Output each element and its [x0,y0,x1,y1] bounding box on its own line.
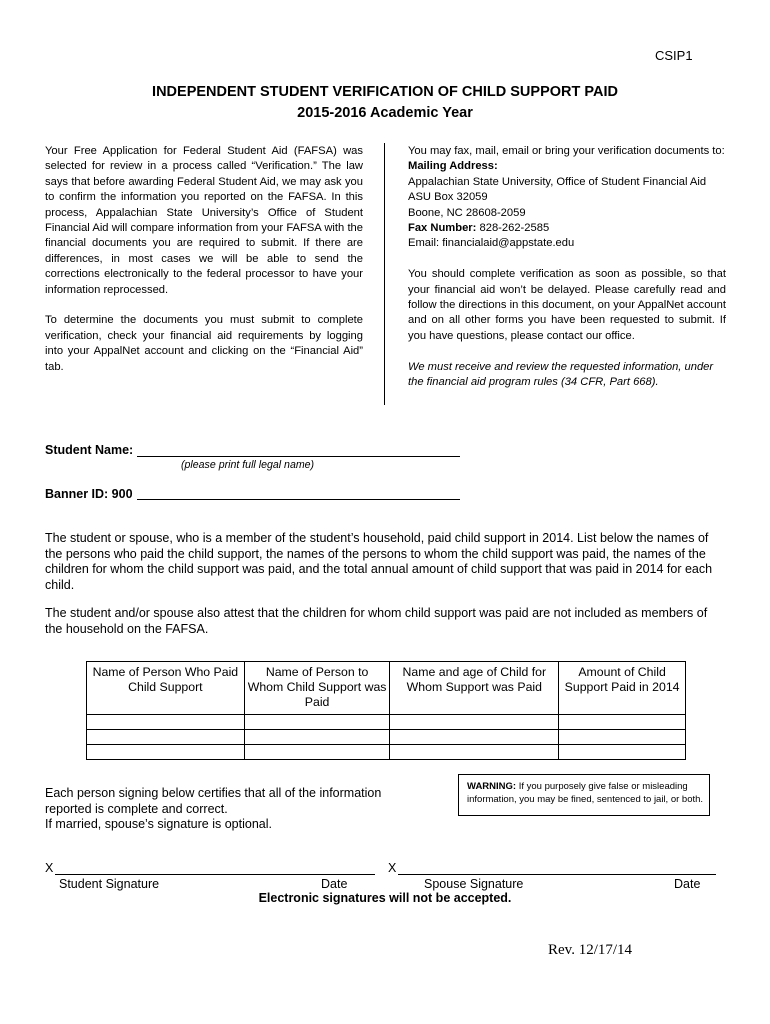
fax-label: Fax Number: [408,222,477,235]
verification-intro: Your Free Application for Federal Student Aid (FAFSA) was selected for review in a process called “Verification.” The law says that before awarding Federal Student Aid, we may ask you to confirm the information you reported on the FAFSA. In this process, Appalachian State University’s Office of Student Financial Aid will compare information from your FAFSA with the financial documents you are required to submit. If there are differences, in most cases we will be able to send the corrections electronically to the federal processor to have your information reprocessed. [45,145,363,296]
academic-year: 2015-2016 Academic Year [297,105,473,121]
mailing-address-label: Mailing Address: [408,160,498,173]
col-header-payer: Name of Person Who Paid Child Support [87,662,245,715]
table-cell[interactable] [87,715,245,730]
student-date-label: Date [321,877,348,891]
table-cell[interactable] [87,730,245,745]
table-cell[interactable] [244,745,390,760]
banner-id-field[interactable] [137,484,460,500]
submission-intro: You may fax, mail, email or bring your verification documents to: [408,145,725,157]
table-header-row [87,662,686,715]
table-row [87,730,686,745]
table-cell[interactable] [559,745,686,760]
student-signature-label: Student Signature [59,877,160,891]
address-line: ASU Box 32059 [408,191,488,204]
col-header-payee: Name of Person to Whom Child Support was Paid [244,662,390,715]
certification-line: Each person signing below certifies that all of the information [45,786,382,800]
table-cell[interactable] [390,730,559,745]
table-row [87,715,686,730]
program-rules-notice: We must receive and review the requested information, under the financial aid program rules (34 CFR, Part 668). [408,360,714,389]
warning-text: If you purposely give false or misleading information, you may be fined, sentenced to jail, or both. [467,781,704,806]
table-cell[interactable] [87,745,245,760]
child-support-statement: The student or spouse, who is a member of the student’s household, paid child support in 2014. List below the names of the persons who paid the child support, the names of the persons to whom the child support was paid, the names of the children for whom the child support was paid, and the total annual amount of child support that was paid in 2014 for each child. [45,531,713,592]
spouse-signature-line[interactable] [398,859,716,875]
form-code: CSIP1 [655,48,693,63]
electronic-signature-notice: Electronic signatures will not be accepted. [258,891,512,905]
fax-number [408,221,726,236]
warning-label: WARNING: [467,781,517,792]
banner-id-label: Banner ID: 900 [45,487,133,501]
student-signature-x: X [45,861,54,875]
spouse-date-label: Date [674,877,701,891]
child-support-table [86,661,686,760]
table-cell[interactable] [390,715,559,730]
fax-value: 828-262-2585 [476,222,550,235]
warning-box [458,774,710,816]
student-name-hint: (please print full legal name) [181,459,315,471]
table-cell[interactable] [559,715,686,730]
household-attestation: The student and/or spouse also attest that the children for whom child support was paid are not included as members of the household on the FAFSA. [45,606,708,636]
table-cell[interactable] [559,730,686,745]
student-name-label: Student Name: [45,443,134,457]
email-address: Email: financialaid@appstate.edu [408,237,575,250]
documents-instructions: To determine the documents you must submit to complete verification, check your financial aid requirements by logging into your AppalNet account and clicking on the “Financial Aid” tab. [45,314,363,373]
spouse-signature-label: Spouse Signature [424,877,524,891]
table-cell[interactable] [244,730,390,745]
table-cell[interactable] [390,745,559,760]
spouse-signature-x: X [388,861,397,875]
table-cell[interactable] [244,715,390,730]
student-signature-line[interactable] [55,859,375,875]
certification-statement [45,786,381,833]
col-header-amount: Amount of Child Support Paid in 2014 [559,662,686,715]
table-row [87,745,686,760]
complete-soon-notice: You should complete verification as soon as possible, so that your financial aid won’t be delayed. Please carefully read and follow the directions in this document, on your AppalNet account and on all other forms you have been requested to submit. If you have questions, please contact our office. [408,268,726,342]
student-name-field[interactable] [137,441,460,457]
form-title: INDEPENDENT STUDENT VERIFICATION OF CHILD SUPPORT PAID [152,84,618,100]
address-line: Appalachian State University, Office of Student Financial Aid [408,175,707,188]
column-divider [384,143,385,405]
col-header-child: Name and age of Child for Whom Support was Paid [390,662,559,715]
certification-line: reported is complete and correct. [45,801,228,816]
certification-line: If married, spouse’s signature is optional. [45,817,272,832]
revision-date: Rev. 12/17/14 [548,942,633,958]
right-column [408,144,726,390]
address-line: Boone, NC 28608-2059 [408,206,526,219]
left-column [45,144,363,375]
